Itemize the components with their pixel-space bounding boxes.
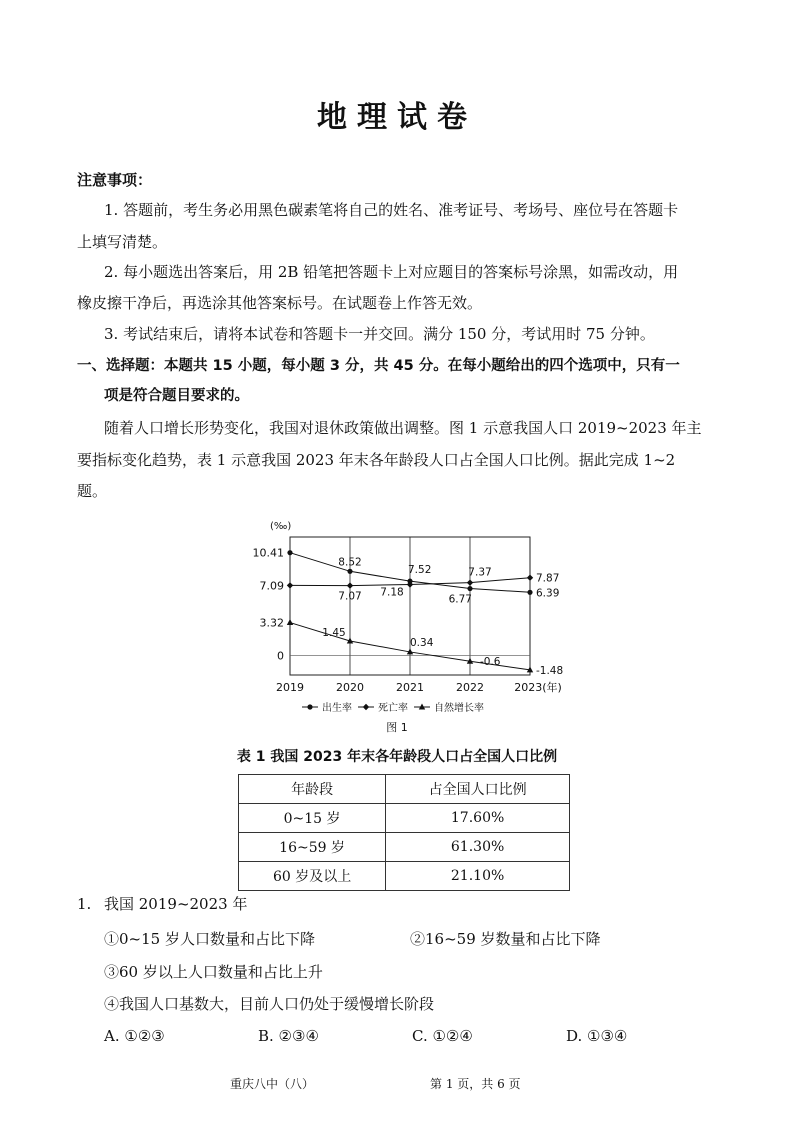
x-tick-label: 2020	[336, 681, 364, 694]
birth-rate-point	[467, 586, 472, 591]
data-label: 1.45	[322, 626, 346, 639]
figure-caption: 图 1	[386, 721, 408, 734]
intro-line-3: 题。	[77, 482, 108, 500]
table-cell: 16~59 岁	[239, 833, 386, 862]
table-cell: 17.60%	[386, 804, 570, 833]
x-tick-label: 2022	[456, 681, 484, 694]
question-statement-1: ①0~15 岁人口数量和占比下降	[104, 930, 315, 948]
y-tick-label: 0	[277, 649, 284, 663]
choice-b[interactable]: B. ②③④	[258, 1027, 319, 1045]
data-label: 8.52	[338, 556, 362, 569]
y-tick-label: 3.32	[259, 616, 284, 630]
question-statement-2: ②16~59 岁数量和占比下降	[410, 930, 601, 948]
x-tick-label: 2021	[396, 681, 424, 694]
y-tick-label: 7.09	[259, 579, 284, 593]
notice-heading: 注意事项：	[77, 171, 153, 189]
intro-line-1: 随着人口增长形势变化，我国对退休政策做出调整。图 1 示意我国人口 2019~2023 年主	[104, 419, 702, 437]
table-cell: 0~15 岁	[239, 804, 386, 833]
table-cell: 21.10%	[386, 862, 570, 891]
notice-item-2-line-2: 橡皮擦干净后，再选涂其他答案标号。在试题卷上作答无效。	[77, 294, 483, 312]
question-statement-3: ③60 岁以上人口数量和占比上升	[104, 963, 323, 981]
age-table	[238, 774, 570, 891]
table-header-cell: 占全国人口比例	[386, 775, 570, 804]
data-label: 7.18	[380, 586, 404, 599]
section-heading-line-2: 项是符合题目要求的。	[104, 388, 249, 404]
table-row	[239, 862, 570, 891]
table-caption: 表 1 我国 2023 年末各年龄段人口占全国人口比例	[236, 749, 558, 765]
question-statement-4: ④我国人口基数大，目前人口仍处于缓慢增长阶段	[104, 995, 435, 1013]
x-tick-label: 2019	[276, 681, 304, 694]
birth-rate-point	[287, 550, 292, 555]
legend-label: 自然增长率	[434, 703, 484, 714]
choice-c[interactable]: C. ①②④	[412, 1027, 473, 1045]
question-stem: 我国 2019~2023 年	[104, 895, 248, 913]
natural-growth-rate-point	[287, 619, 293, 625]
table-header-cell: 年龄段	[239, 775, 386, 804]
legend-label: 出生率	[322, 703, 352, 714]
notice-item-1-line-2: 上填写清楚。	[77, 233, 168, 251]
data-label: 6.39	[536, 587, 560, 600]
y-tick-label: 10.41	[252, 546, 284, 560]
table-cell: 61.30%	[386, 833, 570, 862]
data-label: 7.07	[338, 590, 362, 603]
legend-marker	[307, 704, 312, 709]
table-cell: 60 岁及以上	[239, 862, 386, 891]
legend-label: 死亡率	[378, 703, 408, 714]
notice-item-2-line-1: 2. 每小题选出答案后，用 2B 铅笔把答题卡上对应题目的答案标号涂黑，如需改动，用	[104, 263, 679, 281]
death-rate-point	[527, 575, 533, 581]
table-row	[239, 833, 570, 862]
death-rate-point	[347, 582, 353, 588]
legend-marker	[363, 704, 369, 710]
notice-item-3: 3. 考试结束后，请将本试卷和答题卡一并交回。满分 150 分，考试用时 75 分钟。	[104, 325, 655, 343]
data-label: 7.87	[536, 572, 560, 585]
birth-rate-point	[347, 569, 352, 574]
footer-school: 重庆八中（八）	[230, 1077, 315, 1091]
data-label: 6.77	[448, 593, 472, 606]
question-number: 1.	[77, 895, 92, 913]
footer-page-number: 第 1 页，共 6 页	[430, 1077, 521, 1091]
death-rate-point	[287, 582, 293, 588]
data-label: 7.37	[468, 566, 492, 579]
table-row	[239, 804, 570, 833]
birth-rate-point	[527, 590, 532, 595]
data-label: -0.6	[480, 656, 501, 669]
population-chart	[250, 515, 564, 740]
x-tick-label: 2023(年)	[514, 681, 562, 694]
choice-a[interactable]: A. ①②③	[104, 1027, 165, 1045]
table-header-row	[239, 775, 570, 804]
intro-line-2: 要指标变化趋势，表 1 示意我国 2023 年末各年龄段人口占全国人口比例。据此完成 1~2	[77, 451, 676, 469]
death-rate-point	[467, 579, 473, 585]
y-axis-unit: (‰)	[270, 521, 292, 532]
section-heading-line-1: 一、选择题：本题共 15 小题，每小题 3 分，共 45 分。在每小题给出的四个选项中，只有一	[77, 358, 680, 374]
choice-d[interactable]: D. ①③④	[566, 1027, 628, 1045]
data-label: 7.52	[408, 564, 432, 577]
data-label: -1.48	[536, 664, 564, 677]
data-label: 0.34	[410, 636, 434, 649]
page-title: 地理试卷	[317, 100, 477, 135]
notice-item-1-line-1: 1. 答题前，考生务必用黑色碳素笔将自己的姓名、准考证号、考场号、座位号在答题卡	[104, 201, 679, 219]
